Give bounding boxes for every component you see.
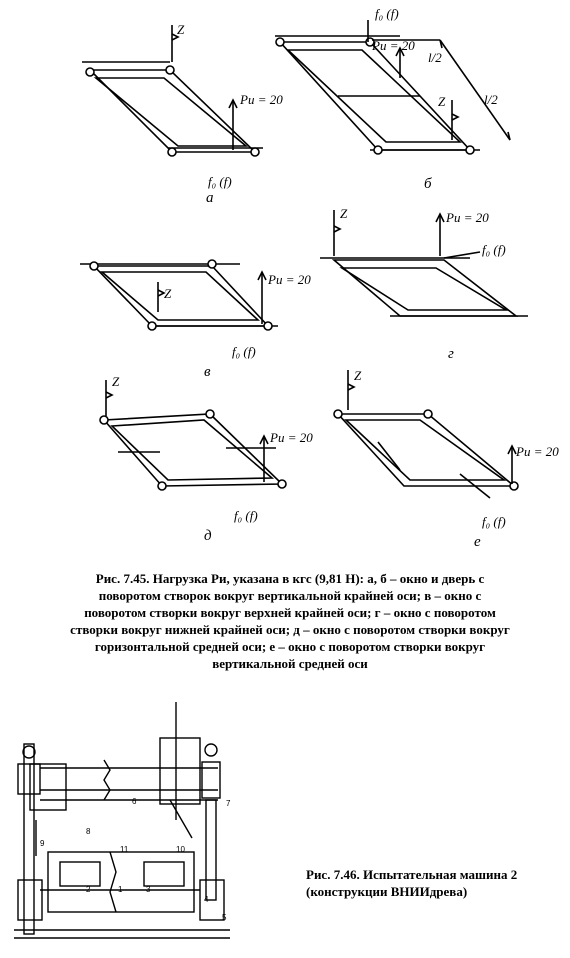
part-label-6: 6 [132, 797, 137, 806]
part-label-7: 7 [226, 799, 231, 808]
part-label-11: 11 [120, 845, 129, 854]
panel-b-dim-lower: l/2 [484, 92, 498, 107]
panel-d-letter: д [204, 528, 212, 544]
panel-e-load-label: Pи = 20 [516, 444, 559, 459]
panel-e-z-label: Z [354, 368, 362, 383]
panel-b-letter: б [424, 176, 432, 192]
panel-e-letter: е [474, 534, 481, 550]
part-label-3: 3 [146, 885, 151, 894]
panel-g-z-label: Z [340, 206, 348, 221]
part-label-1: 1 [118, 885, 123, 894]
figure-7-45-caption: Рис. 7.45. Нагрузка Pи, указана в кгс (9,81 Н): а, б – окно и дверь с поворотом створок вокруг вертикальной крайней оси; в – окно с поворотом створки вокруг верхней крайней оси; г – окно с поворотом створки вокруг нижней крайней оси; д – окно с поворотом створки вокруг горизонтальной средней оси; е – окно с поворотом створки вокруг вертикальной средней оси [70, 571, 510, 671]
panel-a-letter: а [206, 190, 214, 206]
panel-e-f-label: f₀ (f) [482, 514, 506, 529]
panel-v-f-label: f₀ (f) [232, 344, 256, 359]
part-label-10: 10 [176, 845, 185, 854]
panel-g-load-label: Pи = 20 [446, 210, 489, 225]
panel-b-dim-upper: l/2 [428, 50, 442, 65]
part-label-8: 8 [86, 827, 91, 836]
part-label-4: 4 [204, 895, 209, 904]
panel-b-f-label: f₀ (f) [375, 6, 399, 21]
panel-g-f-label: f₀ (f) [482, 242, 506, 257]
panel-v-load-label: Pи = 20 [268, 272, 311, 287]
panel-d-z-label: Z [112, 374, 120, 389]
panel-d-load-label: Pи = 20 [270, 430, 313, 445]
panel-b-load-label: Pи = 20 [372, 38, 415, 53]
part-label-2: 2 [86, 885, 91, 894]
panel-g-letter: г [448, 346, 454, 362]
panel-a-f-label: f₀ (f) [208, 174, 232, 189]
panel-a-z-label: Z [177, 22, 185, 37]
panel-a-load-label: Pи = 20 [240, 92, 283, 107]
panel-v-z-label: Z [164, 286, 172, 301]
panel-v-letter: в [204, 364, 211, 380]
part-label-5: 5 [222, 913, 227, 922]
panel-b-z-label: Z [438, 94, 446, 109]
figure-7-46-caption: Рис. 7.46. Испытательная машина 2 (конструкции ВНИИдрева) [306, 867, 518, 899]
panel-d-f-label: f₀ (f) [234, 508, 258, 523]
part-label-9: 9 [40, 839, 45, 848]
